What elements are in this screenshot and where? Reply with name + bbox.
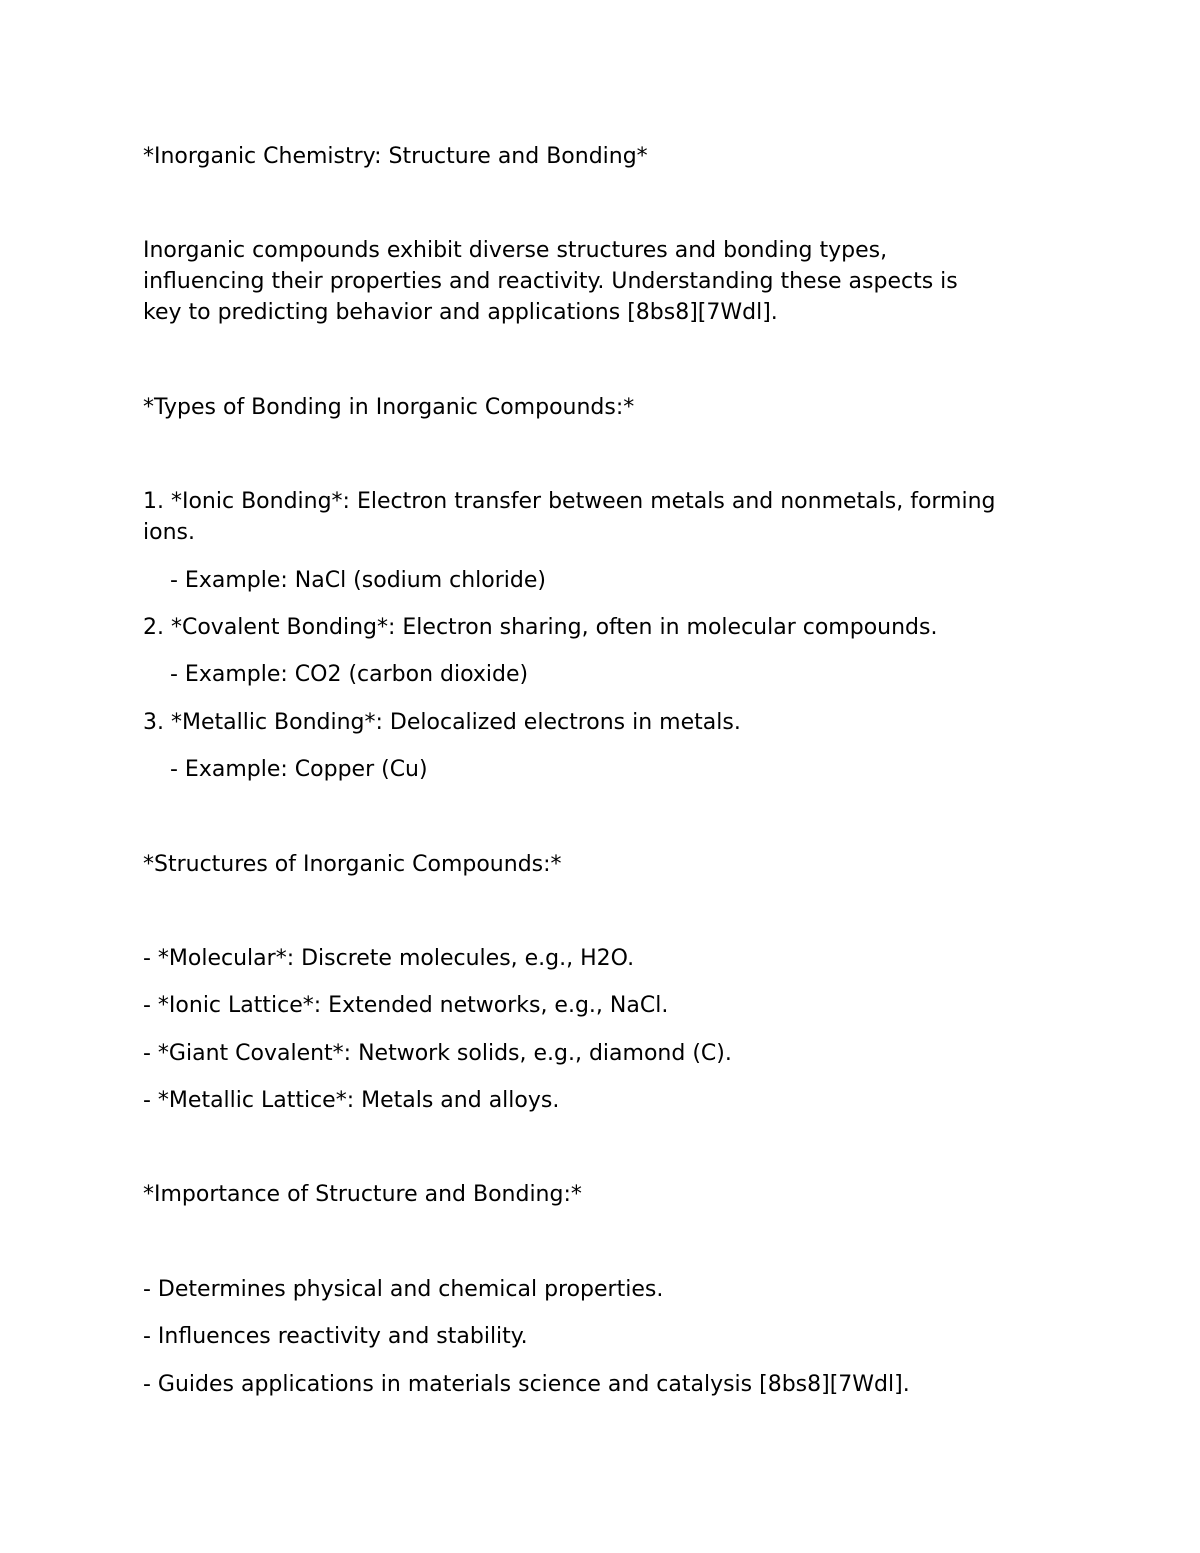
intro-line-3: key to predicting behavior and applications [8bs8][7Wdl]. xyxy=(143,300,778,325)
bonding-item-1-line-1: 1. *Ionic Bonding*: Electron transfer between metals and nonmetals, forming xyxy=(143,489,996,514)
importance-item-1: - Determines physical and chemical properties. xyxy=(143,1277,664,1302)
intro-line-2: influencing their properties and reactivity. Understanding these aspects is xyxy=(143,269,958,294)
structures-item-2: - *Ionic Lattice*: Extended networks, e.g., NaCl. xyxy=(143,993,669,1018)
importance-heading: *Importance of Structure and Bonding:* xyxy=(143,1182,582,1207)
bonding-item-1-example: - Example: NaCl (sodium chloride) xyxy=(170,568,546,593)
document-title: *Inorganic Chemistry: Structure and Bonding* xyxy=(143,144,648,169)
bonding-item-1-line-2: ions. xyxy=(143,520,195,545)
bonding-item-2-example: - Example: CO2 (carbon dioxide) xyxy=(170,662,529,687)
bonding-item-3-line-1: 3. *Metallic Bonding*: Delocalized electrons in metals. xyxy=(143,710,741,735)
bonding-item-2-line-1: 2. *Covalent Bonding*: Electron sharing, often in molecular compounds. xyxy=(143,615,938,640)
structures-item-3: - *Giant Covalent*: Network solids, e.g., diamond (C). xyxy=(143,1041,732,1066)
intro-line-1: Inorganic compounds exhibit diverse structures and bonding types, xyxy=(143,238,888,263)
bonding-heading: *Types of Bonding in Inorganic Compounds:* xyxy=(143,395,635,420)
bonding-item-3-example: - Example: Copper (Cu) xyxy=(170,757,428,782)
structures-item-1: - *Molecular*: Discrete molecules, e.g., H2O. xyxy=(143,946,635,971)
structures-item-4: - *Metallic Lattice*: Metals and alloys. xyxy=(143,1088,560,1113)
importance-item-2: - Influences reactivity and stability. xyxy=(143,1324,528,1349)
structures-heading: *Structures of Inorganic Compounds:* xyxy=(143,852,562,877)
importance-item-3: - Guides applications in materials science and catalysis [8bs8][7Wdl]. xyxy=(143,1372,910,1397)
